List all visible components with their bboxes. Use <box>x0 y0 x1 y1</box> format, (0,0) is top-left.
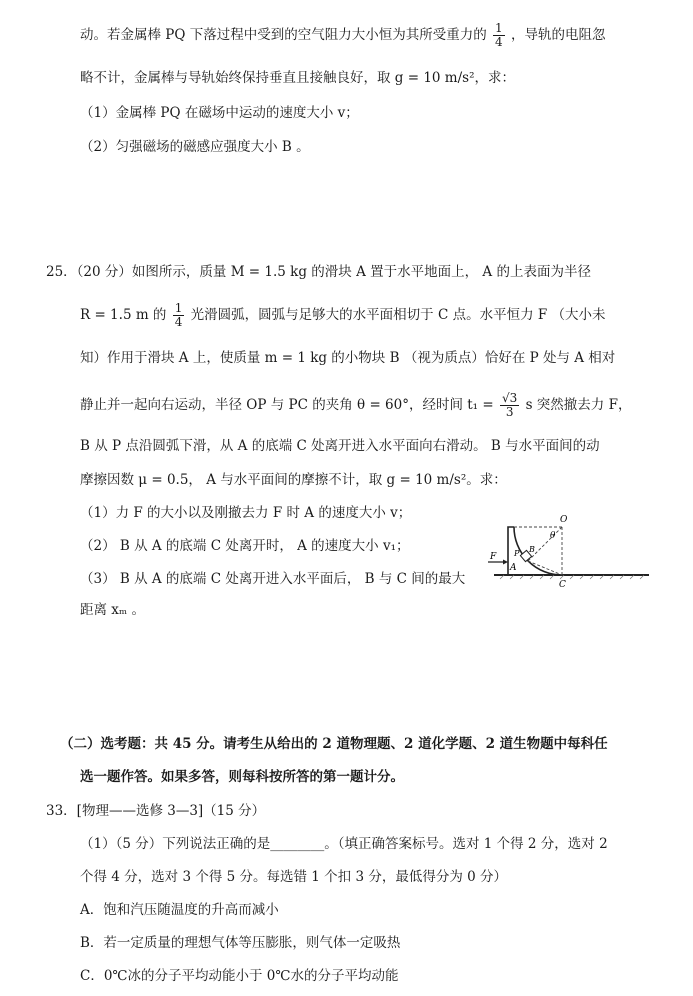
p33-question-1-line-2: 个得 4 分，选对 3 个得 5 分。每选错 1 个扣 3 分，最低得分为 0 分） <box>80 869 508 885</box>
radius-op <box>528 527 562 561</box>
p33-title: 33．[物理——选修 3—3]（15 分） <box>46 803 266 819</box>
label-f: F <box>490 552 497 562</box>
label-p: P <box>514 549 520 558</box>
p25-line-1: 25．（20 分）如图所示，质量 M = 1.5 kg 的滑块 A 置于水平地面上， A 的上表面为半径 <box>46 264 591 280</box>
p33-option-a: A．饱和汽压随温度的升高而减小 <box>80 902 279 918</box>
p25-question-3: （3） B 从 A 的底端 C 处离开进入水平面后， B 与 C 间的最大 <box>80 571 466 587</box>
p25-question-2: （2） B 从 A 的底端 C 处离开时， A 的速度大小 v₁； <box>80 538 410 554</box>
p25-line-2: R = 1.5 m 的 $\frac{1}{4}$ 光滑圆弧，圆弧与足够大的水平面相切于 C 点。水平恒力 F （大小未 <box>80 301 606 329</box>
p25-line-3: 知）作用于滑块 A 上，使质量 m = 1 kg 的小物块 B （视为质点）恰好在 P 处与 A 相对 <box>80 350 616 366</box>
section-2-line-1: （二）选考题：共 45 分。请考生从给出的 2 道物理题、2 道化学题、2 道生物题中每科任 <box>60 736 608 752</box>
p25-line-6: 摩擦因数 μ = 0.5， A 与水平面间的摩擦不计，取 g = 10 m/s²。求： <box>80 472 507 488</box>
p24-question-2: （2）匀强磁场的磁感应强度大小 B 。 <box>80 139 310 155</box>
label-b: B <box>529 545 535 554</box>
label-c: C <box>559 580 566 590</box>
fraction-one-quarter: $\frac{1}{4}$ <box>174 301 183 329</box>
p24-question-1: （1）金属棒 PQ 在磁场中运动的速度大小 v； <box>80 105 359 121</box>
section-2-line-2: 选一题作答。如果多答，则每科按所答的第一题计分。 <box>80 769 404 785</box>
p24-line-2: 略不计，金属棒与导轨始终保持垂直且接触良好，取 g = 10 m/s²，求： <box>80 70 515 86</box>
fraction-sqrt3-over-3: $\frac{√3}{3}$ <box>502 391 518 419</box>
p25-question-1: （1）力 F 的大小以及刚撤去力 F 时 A 的速度大小 v； <box>80 505 412 521</box>
label-theta: θ <box>550 531 556 541</box>
p33-option-c: C．0℃冰的分子平均动能小于 0℃水的分子平均动能 <box>80 968 399 984</box>
p25-line-4: 静止并一起向右运动，半径 OP 与 PC 的夹角 θ = 60°，经时间 t₁ = $\frac{√3}{3}$ s 突然撤去力 F， <box>80 391 632 419</box>
label-o: O <box>560 515 568 525</box>
p25-question-3-continued: 距离 xₘ 。 <box>80 602 145 618</box>
p33-option-b: B．若一定质量的理想气体等压膨胀，则气体一定吸热 <box>80 935 401 951</box>
fraction-one-quarter: $\frac{1}{4}$ <box>495 21 503 49</box>
label-a: A <box>510 563 517 573</box>
slider-arc-figure <box>484 512 654 592</box>
p24-line-1: 动。若金属棒 PQ 下落过程中受到的空气阻力大小恒为其所受重力的 $\frac{1}{4}$ ，导轨的电阻忽 <box>80 21 606 49</box>
p25-line-5: B 从 P 点沿圆弧下滑，从 A 的底端 C 处离开进入水平面向右滑动。 B 与水平面间的动 <box>80 438 600 454</box>
p33-question-1-line-1: （1）（5 分）下列说法正确的是________。（填正确答案标号。选对 1 个得 2 分，选对 2 <box>80 836 608 852</box>
